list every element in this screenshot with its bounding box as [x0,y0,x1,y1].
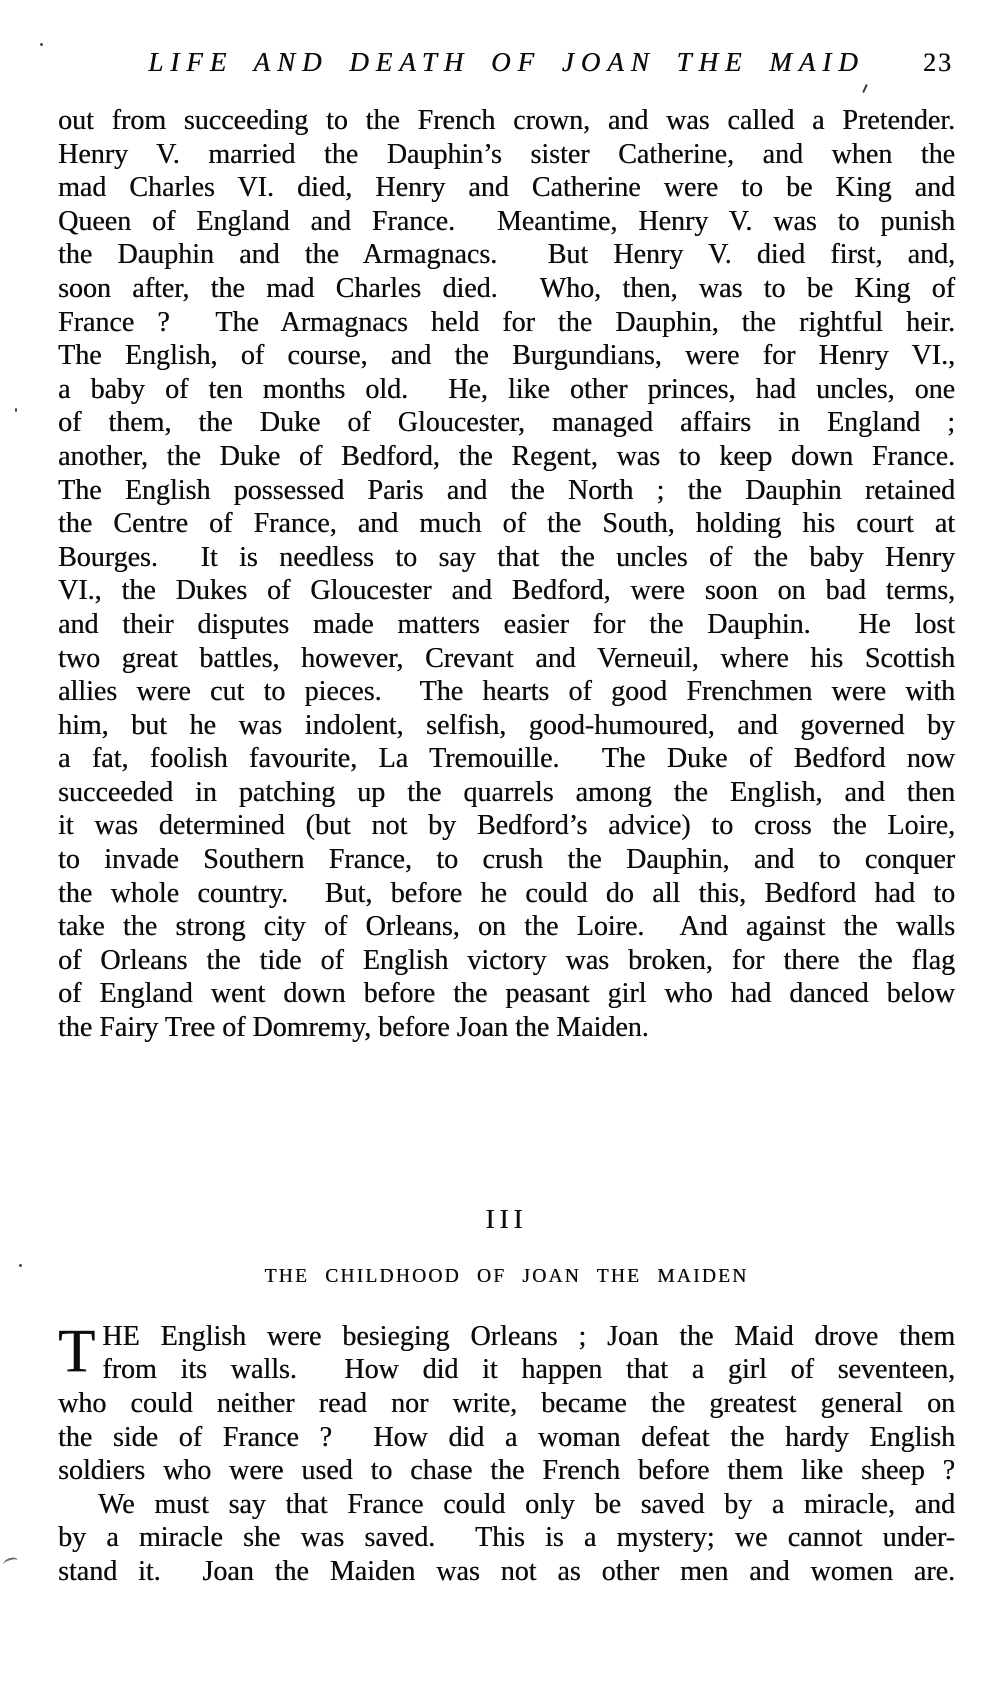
text-line: Bourges. It is needless to say that the uncles of the baby Henry [58,541,955,573]
section-subtitle: THE CHILDHOOD OF JOAN THE MAIDEN [264,1266,749,1288]
text-line: We must say that France could only be saved by a miracle, and [98,1488,955,1520]
text-line: The English possessed Paris and the North ; the Dauphin retained [58,474,955,506]
text-line: who could neither read nor write, became the greatest general on [58,1388,955,1419]
continuation-paragraph [58,104,955,1045]
opening-paragraph [58,1317,955,1488]
text-line: by a miracle she was saved. This is a mystery; we cannot under- [58,1522,955,1554]
text-line: the Fairy Tree of Domremy, before Joan the Maiden. [58,1012,649,1044]
scan-accent-mark [862,84,868,93]
scan-speck [15,408,17,412]
text-line: and their disputes made matters easier for the Dauphin. He lost [58,608,955,640]
drop-cap: T [58,1317,96,1385]
text-line: of England went down before the peasant girl who had danced below [58,978,955,1010]
text-line: of Orleans the tide of English victory was broken, for there the flag [58,944,955,976]
text-line: it was determined (but not by Bedford’s advice) to cross the Loire, [58,810,955,842]
text-line: Queen of England and France. Meantime, Henry V. was to punish [58,205,955,237]
text-line: another, the Duke of Bedford, the Regent, was to keep down France. [58,440,955,472]
page-number: 23 [923,48,953,77]
text-line: the side of France ? How did a woman defeat the hardy English [58,1421,955,1453]
scan-speck [19,1264,22,1267]
text-line: to invade Southern France, to crush the Dauphin, and to conquer [58,844,955,876]
text-line: the Dauphin and the Armagnacs. But Henry V. died first, and, [58,239,955,271]
text-line: take the strong city of Orleans, on the Loire. And against the walls [58,911,955,943]
closing-paragraph [58,1488,955,1589]
text-line: a baby of ten months old. He, like other princes, had uncles, one [58,373,955,405]
text-line: from its walls. How did it happen that a girl of seventeen, [102,1354,955,1386]
text-line: allies were cut to pieces. The hearts of good Frenchmen were with [58,676,955,708]
text-line: out from succeeding to the French crown, and was called a Pretender. [58,105,955,136]
text-block [58,104,955,1589]
scan-speck [40,43,43,46]
text-line: mad Charles VI. died, Henry and Catherine were to be King and [58,172,955,204]
text-line: the Centre of France, and much of the South, holding his court at [58,508,955,540]
text-line: stand it. Joan the Maiden was not as other men and women are. [58,1555,955,1587]
text-line: France ? The Armagnacs held for the Dauphin, the rightful heir. [58,306,955,338]
text-line: of them, the Duke of Gloucester, managed affairs in England ; [58,407,955,439]
text-line: The English, of course, and the Burgundians, were for Henry VI., [58,340,955,372]
text-line: soon after, the mad Charles died. Who, then, was to be King of [58,272,955,304]
text-line: HE English were besieging Orleans ; Joan the Maid drove them [102,1320,955,1352]
text-line: succeeded in patching up the quarrels among the English, and then [58,776,955,808]
text-line: him, but he was indolent, selfish, good-humoured, and governed by [58,709,955,741]
running-head [58,47,955,83]
text-line: soldiers who were used to chase the French before them like sheep ? [58,1455,955,1487]
text-line: a fat, foolish favourite, La Tremouille. The Duke of Bedford now [58,743,955,775]
section-number: III [485,1203,528,1234]
text-line: two great battles, however, Crevant and Verneuil, where his Scottish [58,642,955,674]
text-line: Henry V. married the Dauphin’s sister Catherine, and when the [58,138,955,170]
scan-squiggle-mark [2,1557,19,1569]
text-line: VI., the Dukes of Gloucester and Bedford, were soon on bad terms, [58,575,955,607]
page-title: LIFE AND DEATH OF JOAN THE MAID [148,47,865,77]
text-line: the whole country. But, before he could do all this, Bedford had to [58,877,955,909]
